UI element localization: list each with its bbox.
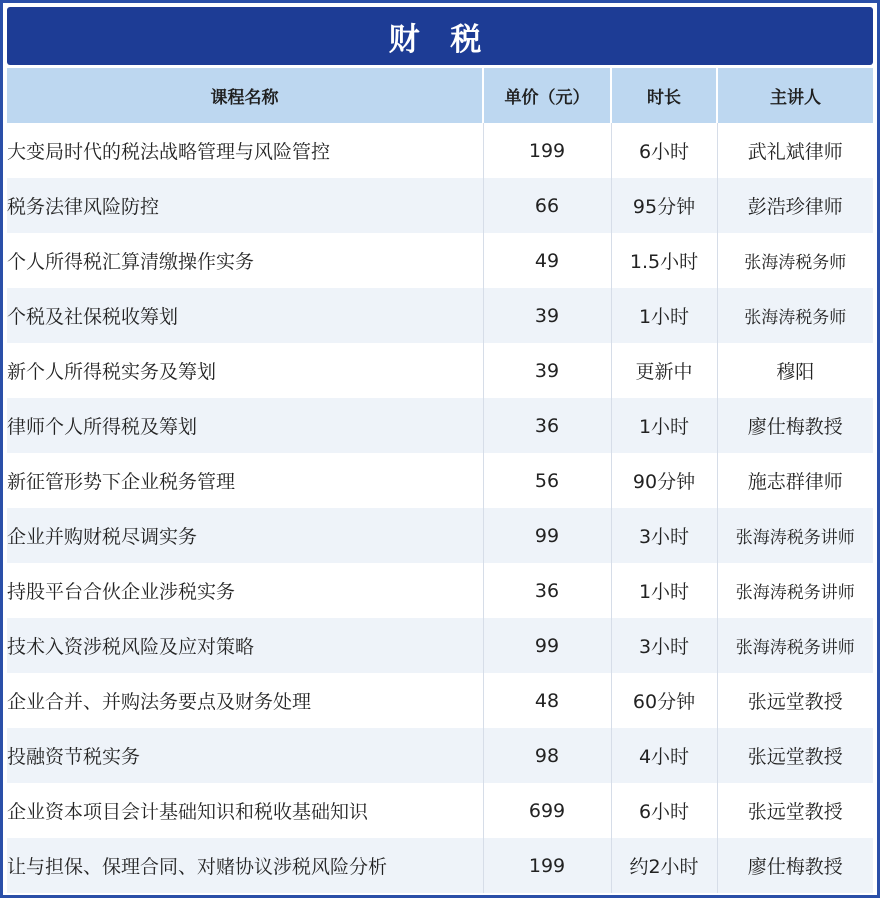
price-cell: 39 xyxy=(483,288,611,343)
price-cell: 199 xyxy=(483,838,611,893)
table-row xyxy=(7,783,873,838)
duration-cell: 6小时 xyxy=(611,783,717,838)
duration-cell: 4小时 xyxy=(611,728,717,783)
header-course-name: 课程名称 xyxy=(7,68,483,123)
header-price: 单价（元） xyxy=(483,68,611,123)
duration-cell: 1小时 xyxy=(611,398,717,453)
table-header-row xyxy=(7,68,873,123)
price-cell: 98 xyxy=(483,728,611,783)
lecturer-cell: 彭浩珍律师 xyxy=(717,178,873,233)
duration-cell: 1.5小时 xyxy=(611,233,717,288)
table-row xyxy=(7,453,873,508)
lecturer-cell: 张海涛税务师 xyxy=(717,233,873,288)
table-row xyxy=(7,508,873,563)
duration-cell: 更新中 xyxy=(611,343,717,398)
course-table xyxy=(7,68,873,893)
price-cell: 99 xyxy=(483,618,611,673)
lecturer-cell: 武礼斌律师 xyxy=(717,123,873,178)
lecturer-cell: 廖仕梅教授 xyxy=(717,838,873,893)
course-name-cell: 律师个人所得税及筹划 xyxy=(7,398,483,453)
course-name-cell: 持股平台合伙企业涉税实务 xyxy=(7,563,483,618)
header-lecturer: 主讲人 xyxy=(717,68,873,123)
course-name-cell: 新征管形势下企业税务管理 xyxy=(7,453,483,508)
table-row xyxy=(7,728,873,783)
course-name-cell: 技术入资涉税风险及应对策略 xyxy=(7,618,483,673)
lecturer-cell: 张海涛税务讲师 xyxy=(717,563,873,618)
course-name-cell: 税务法律风险防控 xyxy=(7,178,483,233)
table-row xyxy=(7,288,873,343)
page-title: 财 税 xyxy=(388,21,492,58)
table-row xyxy=(7,838,873,893)
duration-cell: 60分钟 xyxy=(611,673,717,728)
course-name-cell: 新个人所得税实务及筹划 xyxy=(7,343,483,398)
price-cell: 199 xyxy=(483,123,611,178)
price-cell: 699 xyxy=(483,783,611,838)
course-name-cell: 让与担保、保理合同、对赌协议涉税风险分析 xyxy=(7,838,483,893)
table-row xyxy=(7,178,873,233)
lecturer-cell: 张海涛税务讲师 xyxy=(717,508,873,563)
course-name-cell: 个税及社保税收筹划 xyxy=(7,288,483,343)
table-row xyxy=(7,618,873,673)
title-bar xyxy=(7,7,873,65)
duration-cell: 1小时 xyxy=(611,563,717,618)
table-row xyxy=(7,343,873,398)
price-cell: 39 xyxy=(483,343,611,398)
duration-cell: 6小时 xyxy=(611,123,717,178)
price-cell: 48 xyxy=(483,673,611,728)
duration-cell: 3小时 xyxy=(611,618,717,673)
table-row xyxy=(7,398,873,453)
course-name-cell: 投融资节税实务 xyxy=(7,728,483,783)
lecturer-cell: 廖仕梅教授 xyxy=(717,398,873,453)
table-row xyxy=(7,233,873,288)
lecturer-cell: 张海涛税务讲师 xyxy=(717,618,873,673)
duration-cell: 95分钟 xyxy=(611,178,717,233)
price-cell: 99 xyxy=(483,508,611,563)
table-row xyxy=(7,563,873,618)
duration-cell: 1小时 xyxy=(611,288,717,343)
duration-cell: 约2小时 xyxy=(611,838,717,893)
table-row xyxy=(7,673,873,728)
duration-cell: 90分钟 xyxy=(611,453,717,508)
price-cell: 56 xyxy=(483,453,611,508)
course-name-cell: 企业合并、并购法务要点及财务处理 xyxy=(7,673,483,728)
course-name-cell: 企业资本项目会计基础知识和税收基础知识 xyxy=(7,783,483,838)
price-cell: 66 xyxy=(483,178,611,233)
lecturer-cell: 张远堂教授 xyxy=(717,783,873,838)
lecturer-cell: 施志群律师 xyxy=(717,453,873,508)
lecturer-cell: 穆阳 xyxy=(717,343,873,398)
duration-cell: 3小时 xyxy=(611,508,717,563)
course-name-cell: 个人所得税汇算清缴操作实务 xyxy=(7,233,483,288)
course-name-cell: 企业并购财税尽调实务 xyxy=(7,508,483,563)
table-row xyxy=(7,123,873,178)
course-name-cell: 大变局时代的税法战略管理与风险管控 xyxy=(7,123,483,178)
lecturer-cell: 张远堂教授 xyxy=(717,673,873,728)
lecturer-cell: 张远堂教授 xyxy=(717,728,873,783)
price-cell: 36 xyxy=(483,563,611,618)
price-cell: 36 xyxy=(483,398,611,453)
header-duration: 时长 xyxy=(611,68,717,123)
price-cell: 49 xyxy=(483,233,611,288)
lecturer-cell: 张海涛税务师 xyxy=(717,288,873,343)
